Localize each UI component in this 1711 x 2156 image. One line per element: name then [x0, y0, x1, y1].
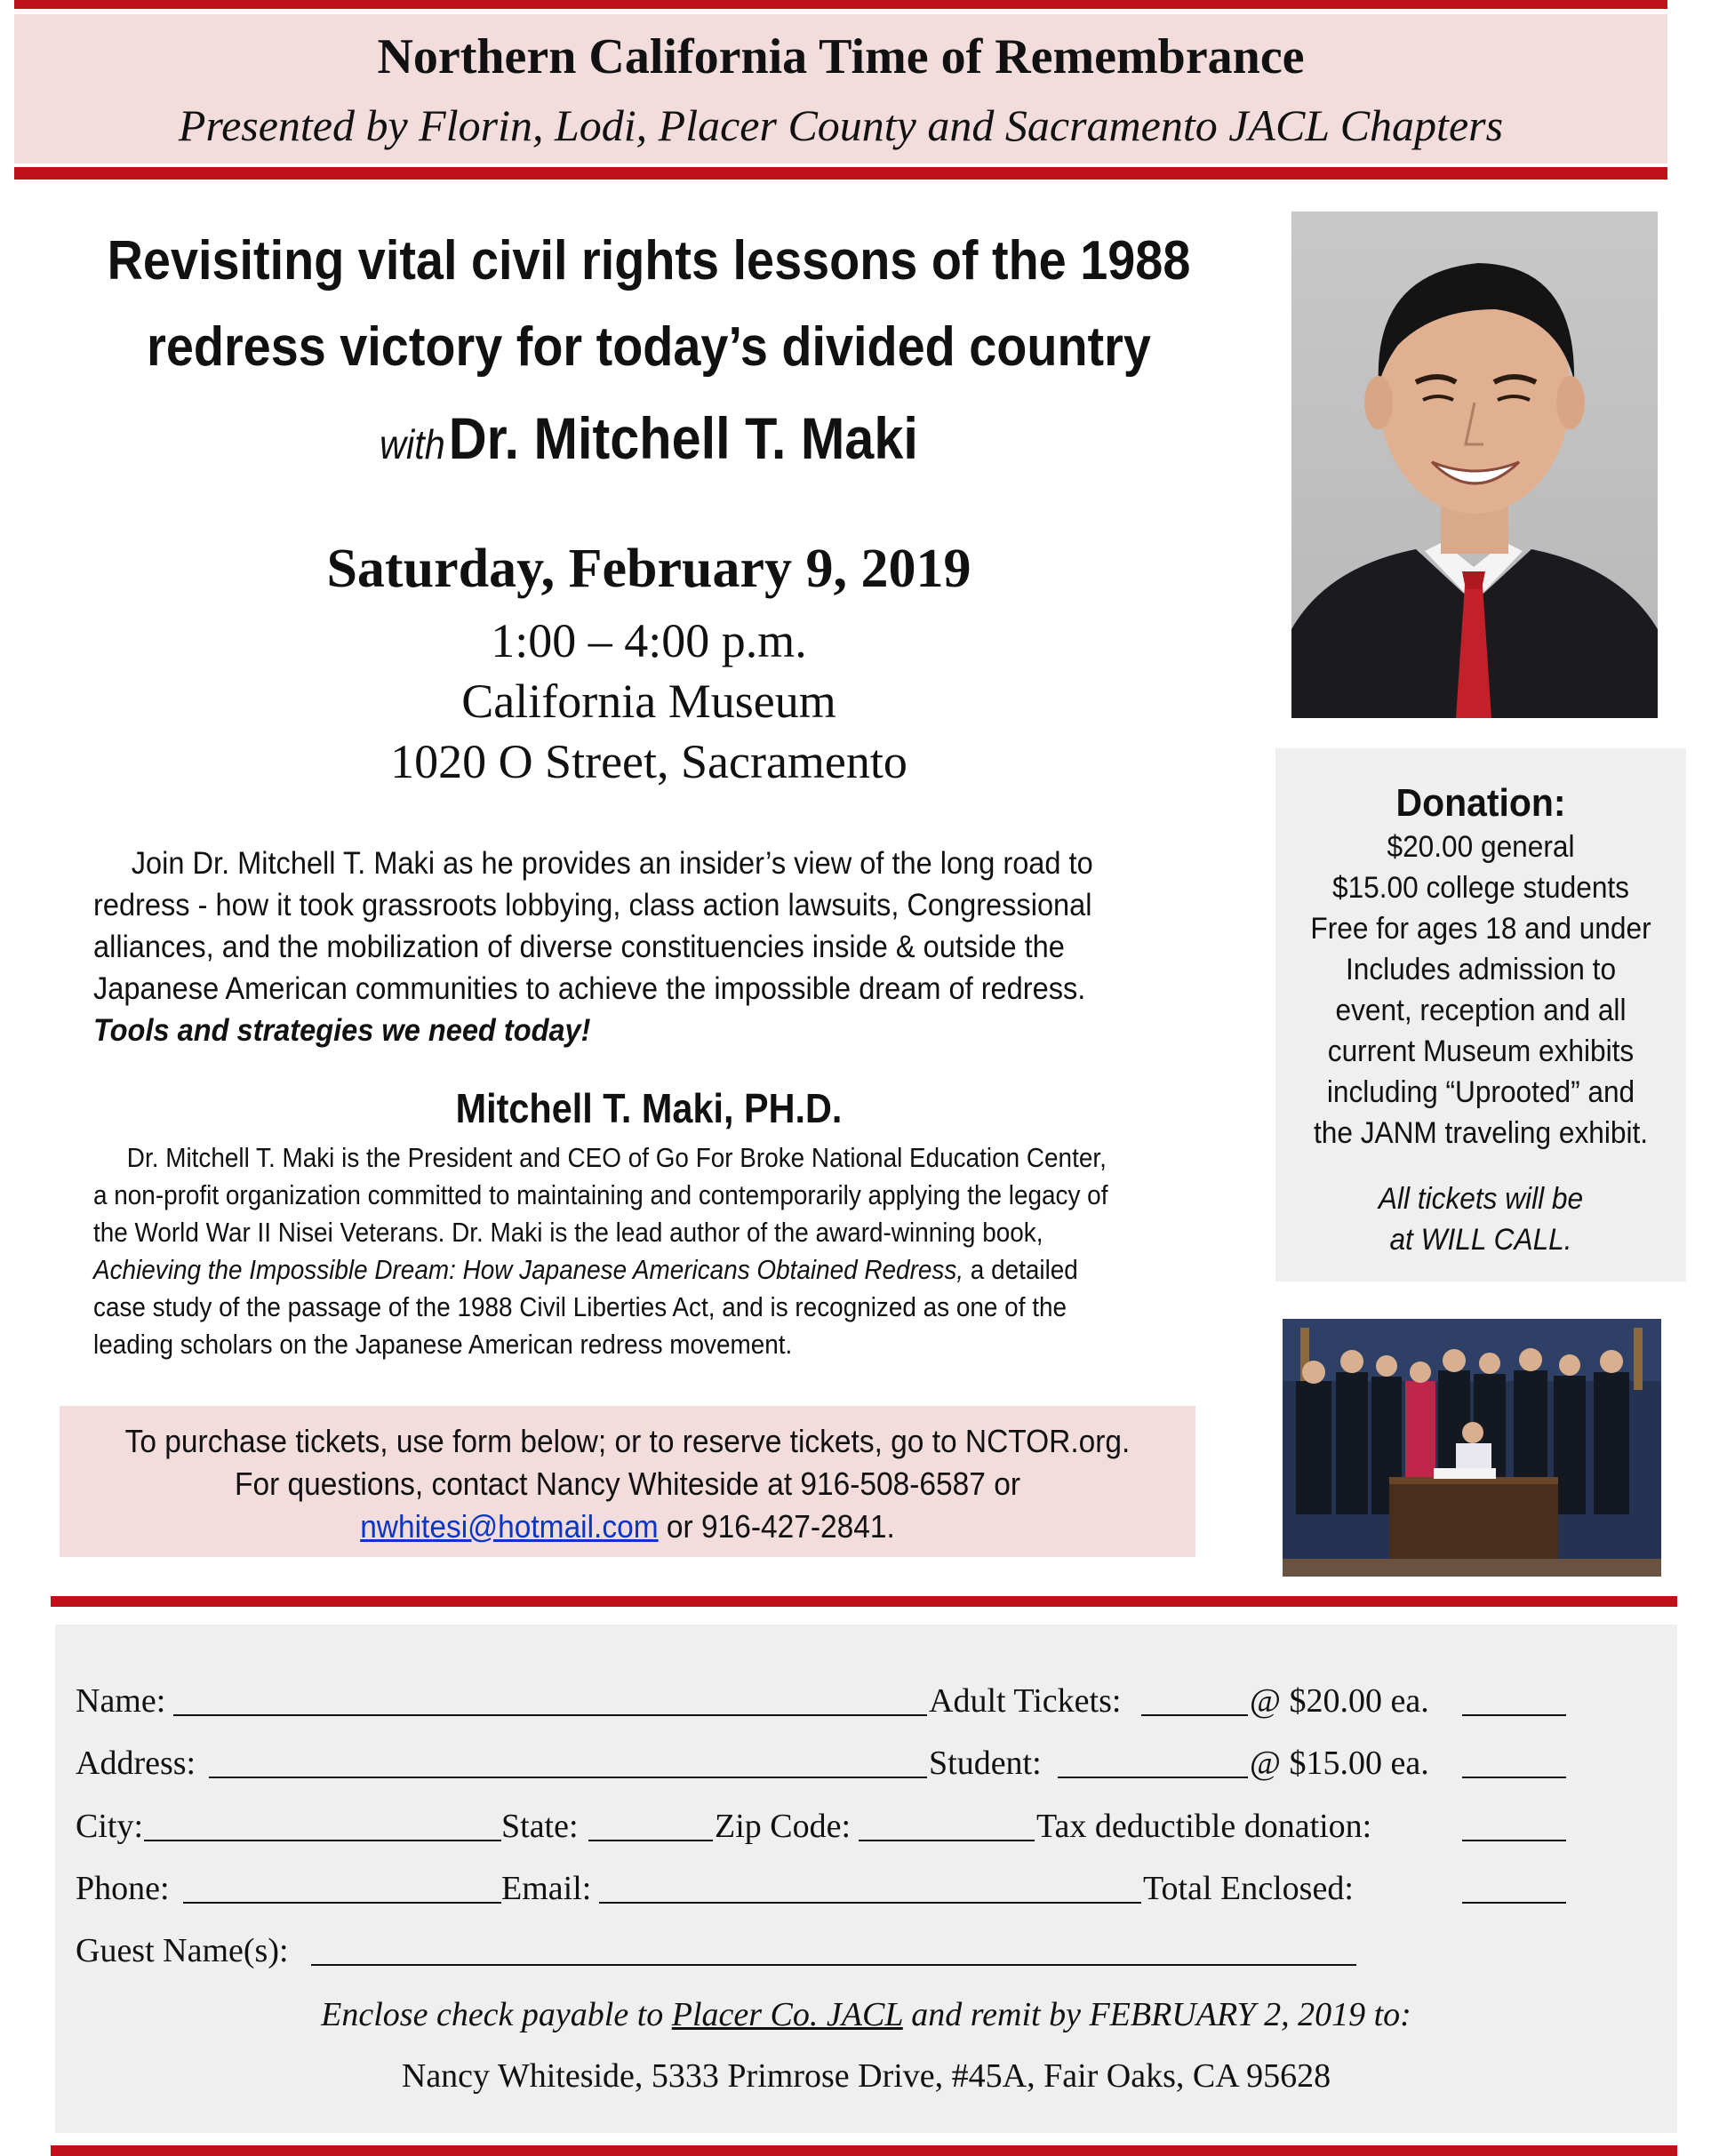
donation-line: event, reception and all [1335, 994, 1627, 1027]
name-label: Name: [76, 1682, 166, 1720]
header-title: Northern California Time of Remembrance [377, 29, 1305, 84]
speaker-name: Dr. Mitchell T. Maki [448, 405, 918, 471]
speaker-portrait [1291, 212, 1658, 718]
city-label: City: [76, 1808, 144, 1845]
header-subtitle: Presented by Florin, Lodi, Placer County and Sacramento JACL Chapters [178, 100, 1504, 150]
donation-content [1290, 780, 1672, 1260]
zip-label: Zip Code: [715, 1808, 852, 1845]
donation-line: $20.00 general [1387, 830, 1575, 864]
event-date: Saturday, February 9, 2019 [326, 539, 971, 599]
ticket-line [100, 1505, 1156, 1548]
address-field[interactable] [209, 1777, 927, 1778]
adult-tickets-field[interactable] [1141, 1714, 1248, 1716]
donation-line: current Museum exhibits [1327, 1034, 1635, 1068]
speaker-line [97, 404, 1201, 472]
bill-signing-photo [1283, 1319, 1661, 1577]
email-label: Email: [501, 1870, 592, 1907]
book-title: Achieving the Impossible Dream: How Japanese Americans Obtained Redress, [93, 1254, 964, 1285]
phone-label: Phone: [76, 1870, 170, 1907]
note-prefix: Enclose check payable to [321, 1996, 672, 2033]
name-field[interactable] [173, 1714, 927, 1716]
guest-names-label: Guest Name(s): [76, 1932, 289, 1969]
adult-tickets-label: Adult Tickets: [929, 1682, 1122, 1720]
form-top-red-bar [51, 1596, 1677, 1607]
intro-paragraph [93, 842, 1127, 1051]
phone-field[interactable] [183, 1902, 501, 1904]
student-price-label: @ $15.00 ea. [1250, 1745, 1429, 1782]
bio-line: the World War II Nisei Veterans. Dr. Maki is the lead author of the award-winning book, [93, 1217, 1043, 1248]
bio-line: Dr. Mitchell T. Maki is the President and CEO of Go For Broke National Education Center, [126, 1142, 1107, 1173]
student-label: Student: [929, 1745, 1042, 1782]
bio-line: case study of the passage of the 1988 Civil Liberties Act, and is recognized as one of the [93, 1291, 1067, 1322]
donation-line: Free for ages 18 and under [1310, 912, 1651, 946]
bio-line-rest: a detailed [963, 1254, 1078, 1285]
intro-line: Join Dr. Mitchell T. Maki as he provides an insider’s view of the long road to [131, 846, 1093, 881]
city-field[interactable] [144, 1840, 501, 1841]
event-time: 1:00 – 4:00 p.m. [491, 614, 807, 667]
header-bottom-red-bar [14, 167, 1667, 180]
guest-names-field[interactable] [311, 1964, 1356, 1966]
donation-line: Includes admission to [1345, 953, 1617, 986]
adult-price-label: @ $20.00 ea. [1250, 1682, 1429, 1720]
donation-line: $15.00 college students [1331, 871, 1630, 905]
with-word: with [380, 421, 445, 467]
top-red-bar [14, 0, 1667, 9]
headline-line-1: Revisiting vital civil rights lessons of the 1988 [107, 230, 1191, 291]
payee-name: Placer Co. JACL [671, 1996, 903, 2033]
intro-line: redress - how it took grassroots lobbying, class action lawsuits, Congressional [93, 888, 1092, 922]
total-enclosed-label: Total Enclosed: [1143, 1870, 1354, 1907]
mailing-address: Nancy Whiteside, 5333 Primrose Drive, #45A, Fair Oaks, CA 95628 [401, 2057, 1331, 2095]
event-address: 1020 O Street, Sacramento [390, 735, 907, 788]
ticket-phone-rest: or 916-427-2841. [658, 1508, 895, 1545]
intro-line: alliances, and the mobilization of diverse constituencies inside & outside the [93, 930, 1065, 964]
ticket-line: To purchase tickets, use form below; or to reserve tickets, go to NCTOR.org. [124, 1423, 1131, 1459]
student-tickets-field[interactable] [1058, 1777, 1248, 1778]
donation-amount-field[interactable] [1462, 1840, 1566, 1841]
headline-line-2: redress victory for today’s divided country [147, 316, 1151, 378]
address-label: Address: [76, 1745, 196, 1782]
donation-note: at WILL CALL. [1389, 1223, 1572, 1257]
donation-line: including “Uprooted” and [1326, 1075, 1635, 1109]
donation-field-label: Tax deductible donation: [1036, 1808, 1372, 1845]
note-suffix: and remit by FEBRUARY 2, 2019 to: [902, 1996, 1411, 2033]
intro-emphasis: Tools and strategies we need today! [93, 1013, 591, 1048]
bio-title: Mitchell T. Maki, PH.D. [455, 1085, 843, 1131]
donation-title: Donation: [1395, 781, 1566, 825]
zip-field[interactable] [859, 1840, 1035, 1841]
ticket-info-text [100, 1420, 1156, 1548]
portrait-illustration [1291, 212, 1658, 718]
contact-email-link[interactable]: nwhitesi@hotmail.com [360, 1508, 659, 1545]
bio-line: a non-profit organization committed to maintaining and contemporarily applying the legacy of [93, 1179, 1108, 1210]
bottom-red-bar [51, 2145, 1677, 2156]
bio-line: leading scholars on the Japanese American redress movement. [93, 1329, 793, 1360]
state-label: State: [501, 1808, 579, 1845]
state-field[interactable] [588, 1840, 713, 1841]
bio-paragraph [93, 1139, 1133, 1363]
adult-total-field[interactable] [1462, 1714, 1566, 1716]
donation-note: All tickets will be [1378, 1182, 1584, 1216]
payment-instructions [55, 1995, 1677, 2034]
donation-line: the JANM traveling exhibit. [1313, 1116, 1649, 1150]
email-field[interactable] [599, 1902, 1141, 1904]
signing-illustration [1283, 1319, 1661, 1577]
intro-line: Japanese American communities to achieve the impossible dream of redress. [93, 971, 1086, 1006]
bio-line [93, 1251, 1133, 1289]
ticket-line: For questions, contact Nancy Whiteside at 916-508-6587 or [235, 1465, 1020, 1502]
event-venue: California Museum [461, 675, 836, 728]
total-enclosed-field[interactable] [1462, 1902, 1566, 1904]
student-total-field[interactable] [1462, 1777, 1566, 1778]
